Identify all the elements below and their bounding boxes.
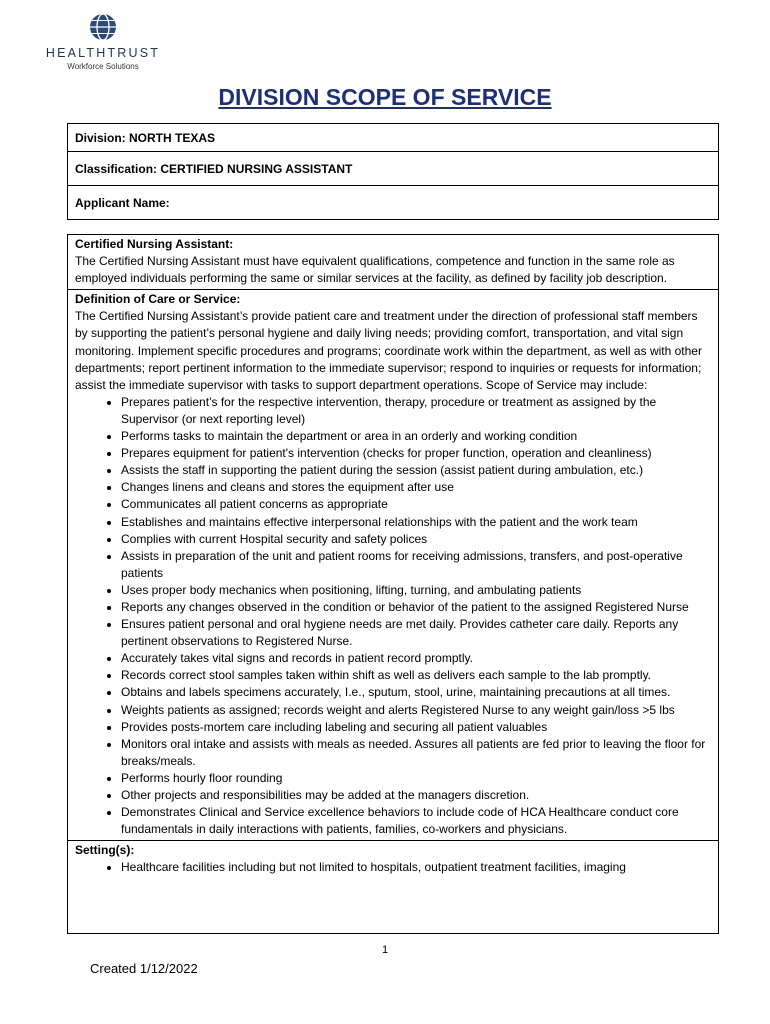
definition-section: [68, 289, 718, 840]
list-item: • Ensures patient personal and oral hygiene needs are met daily. Provides catheter care daily. Reports any pertinent observations to Registered Nurse.: [121, 616, 711, 650]
list-item: • Accurately takes vital signs and records in patient record promptly.: [121, 650, 711, 667]
list-item: • Assists in preparation of the unit and patient rooms for receiving admissions, transfers, and post-operative patients: [121, 548, 711, 582]
list-item: • Records correct stool samples taken within shift as well as delivers each sample to the lab promptly.: [121, 667, 711, 684]
list-item: • Prepares patient’s for the respective intervention, therapy, procedure or treatment as assigned by the Supervisor (or next reporting level): [121, 394, 711, 428]
division-row: Division: NORTH TEXAS: [75, 130, 216, 145]
duties-list: [75, 394, 711, 838]
cna-heading: Certified Nursing Assistant:: [75, 237, 234, 251]
header-table: [67, 123, 719, 220]
list-item: • Changes linens and cleans and stores the equipment after use: [121, 479, 711, 496]
list-item: • Obtains and labels specimens accurately, I.e., sputum, stool, urine, maintaining precautions at all times.: [121, 684, 711, 701]
list-item: • Uses proper body mechanics when positioning, lifting, turning, and ambulating patients: [121, 582, 711, 599]
list-item: • Performs tasks to maintain the department or area in an orderly and working condition: [121, 428, 711, 445]
definition-text: The Certified Nursing Assistant’s provide patient care and treatment under the direction of professional staff members by supporting the patient’s personal hygiene and daily living needs; providing comfort, transportation, and vital sign monitoring. Implement specific procedures and programs; coordinate work within the department, as well as with other departments; report pertinent information to the immediate supervisor; respond to inquiries or requests for information; assist the immediate supervisor with tasks to support department operations. Scope of Service may include:: [75, 309, 702, 392]
list-item: • Demonstrates Clinical and Service excellence behaviors to include code of HCA Healthcare conduct core fundamentals in daily interactions with patients, families, co-workers and physicians.: [121, 804, 711, 838]
page-title: DIVISION SCOPE OF SERVICE: [218, 84, 552, 110]
list-item: • Assists the staff in supporting the patient during the session (assist patient during ambulation, etc.): [121, 462, 711, 479]
globe-icon: [88, 12, 118, 42]
created-date: Created 1/12/2022: [90, 961, 198, 976]
list-item: • Monitors oral intake and assists with meals as needed. Assures all patients are fed prior to leaving the floor for breaks/meals.: [121, 736, 711, 770]
applicant-name-field[interactable]: Applicant Name:: [68, 185, 718, 219]
cna-section: [68, 235, 718, 289]
list-item: • Prepares equipment for patient's intervention (checks for proper function, operation and cleanliness): [121, 445, 711, 462]
list-item: • Establishes and maintains effective interpersonal relationships with the patient and the work team: [121, 514, 711, 531]
page-number: 1: [381, 944, 389, 956]
list-item: • Communicates all patient concerns as appropriate: [121, 496, 711, 513]
list-item: • Performs hourly floor rounding: [121, 770, 711, 787]
classification-row: Classification: CERTIFIED NURSING ASSISTANT: [68, 151, 718, 185]
list-item: • Other projects and responsibilities may be added at the managers discretion.: [121, 787, 711, 804]
list-item: • Weights patients as assigned; records weight and alerts Registered Nurse to any weight gain/loss >5 lbs: [121, 702, 711, 719]
list-item: • Provides posts-mortem care including labeling and securing all patient valuables: [121, 719, 711, 736]
setting-section: [68, 840, 718, 878]
scope-table: [67, 234, 719, 934]
setting-list: [75, 859, 711, 876]
logo-name: HEALTHTRUST: [45, 46, 161, 60]
logo-subtitle: Workforce Solutions: [67, 62, 139, 71]
list-item: • Reports any changes observed in the condition or behavior of the patient to the assigned Registered Nurse: [121, 599, 711, 616]
cna-text: The Certified Nursing Assistant must have equivalent qualifications, competence and function in the same role as employed individuals performing the same or similar services at the facility, as defined by facility job description.: [75, 254, 675, 286]
logo: [38, 12, 168, 71]
list-item: • Healthcare facilities including but not limited to hospitals, outpatient treatment facilities, imaging: [121, 859, 711, 876]
list-item: • Complies with current Hospital security and safety polices: [121, 531, 711, 548]
setting-heading: Setting(s):: [75, 843, 135, 858]
definition-heading: Definition of Care or Service:: [75, 292, 241, 307]
